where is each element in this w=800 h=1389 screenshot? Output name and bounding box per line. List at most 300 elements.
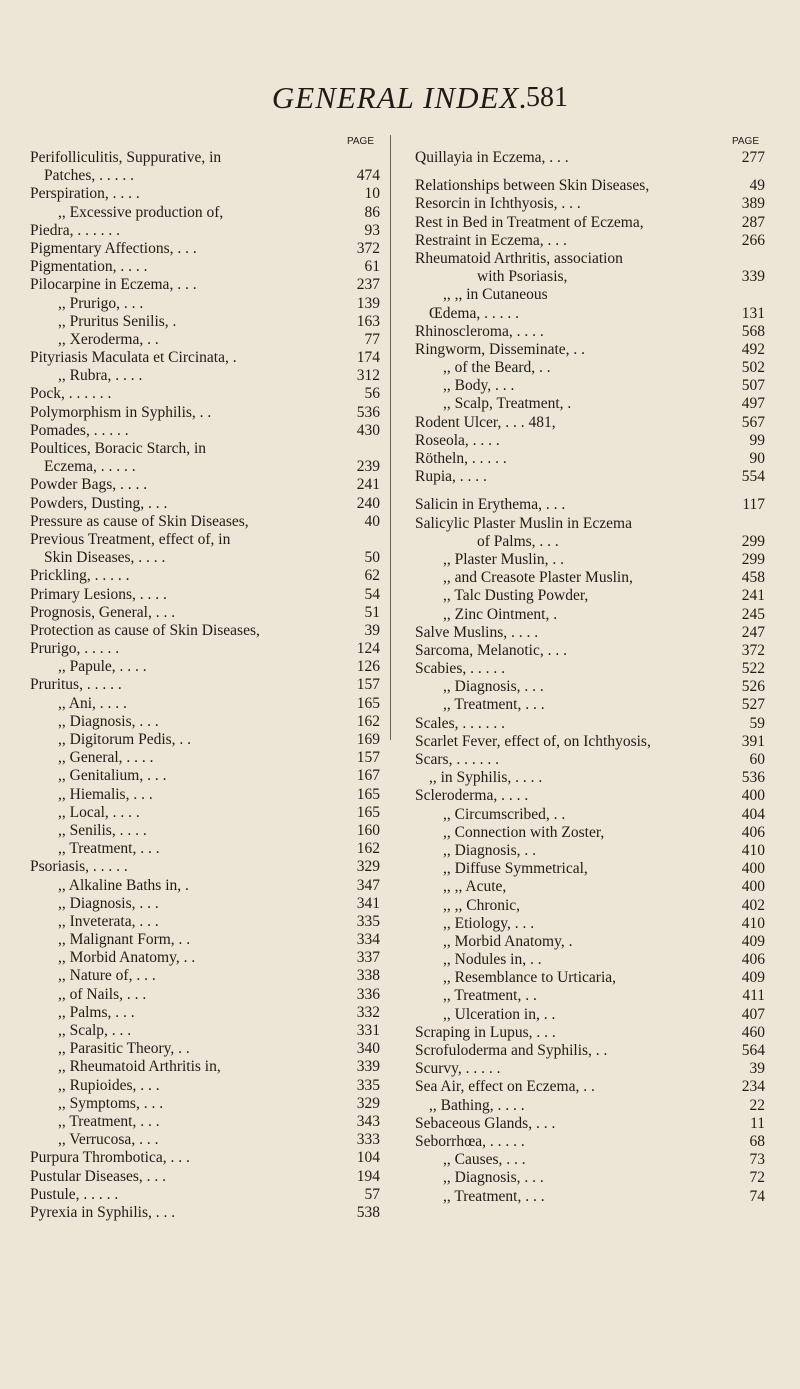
entry-page-number: 10 xyxy=(364,185,380,203)
entry-page-number: 334 xyxy=(356,931,380,949)
index-entry xyxy=(415,1097,765,1115)
index-entry xyxy=(415,149,765,167)
entry-term: ,, Rupioides, . . . xyxy=(58,1076,160,1094)
entry-page-number: 527 xyxy=(741,696,765,714)
entry-page-number: 131 xyxy=(741,304,765,322)
entry-page-number: 277 xyxy=(741,149,765,166)
index-entry xyxy=(415,232,765,250)
index-entry xyxy=(30,567,380,585)
entry-page-number: 86 xyxy=(364,203,380,221)
entry-term: Scabies, . . . . . xyxy=(415,660,505,678)
entry-term: ,, Diagnosis, . . . xyxy=(443,678,544,696)
entry-term: Salicin in Erythema, . . . xyxy=(415,496,566,514)
entry-page-number: 299 xyxy=(741,532,765,550)
entry-term: ,, Treatment, . . . xyxy=(443,1187,545,1205)
entry-page-number: 90 xyxy=(749,450,765,467)
entry-term: Restraint in Eczema, . . . xyxy=(415,231,567,249)
entry-page-number: 538 xyxy=(356,1203,380,1221)
entry-page-number: 165 xyxy=(356,803,380,821)
index-entry xyxy=(415,824,765,842)
entry-page-number: 409 xyxy=(741,969,765,987)
entry-page-number: 507 xyxy=(741,377,765,395)
index-entry xyxy=(30,295,380,313)
entry-term: Seborrhœa, . . . . . xyxy=(415,1132,525,1150)
index-entry xyxy=(30,731,380,749)
entry-page-number: 335 xyxy=(356,912,380,930)
entry-term: Relationships between Skin Diseases, xyxy=(415,177,650,195)
entry-term: Scraping in Lupus, . . . xyxy=(415,1023,556,1041)
entry-page-number: 331 xyxy=(356,1022,380,1039)
entry-page-number: 104 xyxy=(356,1149,380,1167)
index-entry xyxy=(30,676,380,694)
entry-term: ,, Connection with Zoster, xyxy=(443,823,605,841)
entry-page-number: 194 xyxy=(356,1167,380,1185)
index-entry xyxy=(30,986,380,1004)
entry-page-number: 157 xyxy=(356,676,380,694)
index-entry xyxy=(30,604,380,622)
entry-page-number: 335 xyxy=(356,1076,380,1094)
entry-term: Pityriasis Maculata et Circinata, . xyxy=(30,349,237,367)
entry-term: ,, Resemblance to Urticaria, xyxy=(443,969,617,987)
entry-term: Pressure as cause of Skin Diseases, xyxy=(30,512,249,530)
index-entry xyxy=(30,767,380,785)
index-entry xyxy=(30,913,380,931)
entry-page-number: 287 xyxy=(741,213,765,231)
index-entry xyxy=(30,858,380,876)
entry-page-number: 54 xyxy=(364,585,380,603)
entry-term: ,, Xeroderma, . . xyxy=(58,330,159,348)
entry-page-number: 160 xyxy=(356,821,380,839)
entry-term: ,, Treatment, . . xyxy=(443,987,537,1005)
index-entry xyxy=(30,1131,380,1149)
entry-term: ,, ,, in Cutaneous xyxy=(443,286,548,304)
index-entry xyxy=(30,786,380,804)
entry-page-number: 406 xyxy=(741,823,765,841)
index-entry xyxy=(30,804,380,822)
index-entry xyxy=(415,769,765,787)
entry-page-number: 411 xyxy=(742,987,765,1005)
entry-page-number: 536 xyxy=(741,769,765,787)
entry-page-number: 564 xyxy=(741,1042,765,1059)
index-entry xyxy=(30,640,380,658)
entry-page-number: 372 xyxy=(356,239,380,257)
entry-term: Roseola, . . . . xyxy=(415,431,500,449)
entry-term: ,, ,, Acute, xyxy=(443,878,507,896)
entry-page-number: 49 xyxy=(749,177,765,195)
index-entry xyxy=(415,1060,765,1078)
index-entry xyxy=(415,624,765,642)
entry-term: Scarlet Fever, effect of, on Ichthyosis, xyxy=(415,732,651,750)
entry-page-number: 124 xyxy=(356,640,380,658)
entry-term: Salve Muslins, . . . . xyxy=(415,623,539,641)
entry-term: ,, Genitalium, . . . xyxy=(58,767,167,785)
section-gap xyxy=(415,167,765,177)
index-entry xyxy=(30,1168,380,1186)
index-entry xyxy=(30,658,380,676)
entry-term: Eczema, . . . . . xyxy=(44,458,136,476)
entry-page-number: 126 xyxy=(356,658,380,676)
entry-term: Protection as cause of Skin Diseases, xyxy=(30,621,260,639)
entry-term: ,, Ulceration in, . . xyxy=(443,1005,556,1023)
section-gap xyxy=(415,486,765,496)
entry-page-number: 536 xyxy=(356,403,380,421)
index-list-left xyxy=(30,149,380,1222)
entry-term: Pigmentary Affections, . . . xyxy=(30,239,197,257)
entry-page-number: 165 xyxy=(356,785,380,803)
entry-term: Primary Lesions, . . . . xyxy=(30,585,167,603)
entry-term: Scurvy, . . . . . xyxy=(415,1060,501,1078)
entry-page-number: 404 xyxy=(741,805,765,823)
entry-page-number: 343 xyxy=(356,1112,380,1130)
index-entry xyxy=(415,933,765,951)
entry-page-number: 400 xyxy=(741,878,765,896)
entry-term: ,, Scalp, Treatment, . xyxy=(443,395,572,413)
entry-term: Pock, . . . . . . xyxy=(30,385,112,403)
index-entry xyxy=(30,1040,380,1058)
entry-page-number: 347 xyxy=(356,876,380,894)
entry-page-number: 492 xyxy=(741,340,765,358)
entry-page-number: 39 xyxy=(749,1060,765,1078)
index-entry xyxy=(415,715,765,733)
entry-term: ,, Palms, . . . xyxy=(58,1003,135,1021)
index-entry xyxy=(415,860,765,878)
index-entry xyxy=(415,1024,765,1042)
index-list-right xyxy=(415,149,765,1206)
index-entry xyxy=(30,822,380,840)
index-entry xyxy=(415,678,765,696)
entry-term: Scales, . . . . . . xyxy=(415,714,505,732)
entry-page-number: 460 xyxy=(741,1023,765,1041)
entry-term: Resorcin in Ichthyosis, . . . xyxy=(415,195,581,213)
entry-page-number: 241 xyxy=(741,587,765,605)
entry-page-number: 51 xyxy=(364,603,380,621)
entry-page-number: 474 xyxy=(356,167,380,185)
entry-page-number: 73 xyxy=(749,1151,765,1169)
entry-term: ,, Local, . . . . xyxy=(58,803,140,821)
entry-page-number: 163 xyxy=(356,312,380,330)
entry-term: ,, Talc Dusting Powder, xyxy=(443,587,589,605)
index-entry xyxy=(30,967,380,985)
index-entry xyxy=(30,531,380,549)
entry-page-number: 337 xyxy=(356,949,380,967)
entry-page-number: 139 xyxy=(356,294,380,312)
index-entry xyxy=(415,323,765,341)
entry-page-number: 165 xyxy=(356,694,380,712)
index-entry xyxy=(30,513,380,531)
entry-page-number: 62 xyxy=(364,567,380,585)
entry-term: Scleroderma, . . . . xyxy=(415,787,529,805)
entry-page-number: 400 xyxy=(741,860,765,878)
index-entry xyxy=(415,195,765,213)
entry-term: ,, Scalp, . . . xyxy=(58,1022,132,1039)
entry-term: Powder Bags, . . . . xyxy=(30,476,148,494)
index-entry xyxy=(415,878,765,896)
entry-page-number: 430 xyxy=(356,421,380,439)
entry-page-number: 312 xyxy=(356,367,380,385)
entry-term: Previous Treatment, effect of, in xyxy=(30,530,231,548)
entry-term: Rötheln, . . . . . xyxy=(415,450,507,467)
index-entry xyxy=(30,240,380,258)
entry-page-number: 157 xyxy=(356,749,380,767)
entry-term: ,, Bathing, . . . . xyxy=(429,1096,525,1114)
entry-page-number: 117 xyxy=(742,496,765,514)
entry-term: Pigmentation, . . . . xyxy=(30,258,148,276)
entry-term: Powders, Dusting, . . . xyxy=(30,494,168,512)
index-entry xyxy=(415,951,765,969)
entry-term: ,, Malignant Form, . . xyxy=(58,931,191,949)
index-entry xyxy=(415,606,765,624)
index-entry xyxy=(30,622,380,640)
index-entry xyxy=(415,660,765,678)
entry-term: ,, Hiemalis, . . . xyxy=(58,785,153,803)
entry-term: ,, Diagnosis, . . . xyxy=(58,712,159,730)
index-entry xyxy=(30,149,380,167)
entry-page-number: 554 xyxy=(741,468,765,486)
index-entry xyxy=(30,1004,380,1022)
entry-page-number: 522 xyxy=(741,660,765,678)
entry-term: Psoriasis, . . . . . xyxy=(30,858,128,876)
entry-page-number: 410 xyxy=(741,841,765,859)
entry-term: Pyrexia in Syphilis, . . . xyxy=(30,1203,176,1221)
entry-term: Rheumatoid Arthritis, association xyxy=(415,249,623,267)
entry-page-number: 402 xyxy=(741,896,765,914)
entry-term: Polymorphism in Syphilis, . . xyxy=(30,403,212,421)
index-entry xyxy=(415,969,765,987)
entry-page-number: 339 xyxy=(356,1058,380,1076)
index-entry xyxy=(30,222,380,240)
index-entry xyxy=(415,496,765,514)
entry-term: ,, Alkaline Baths in, . xyxy=(58,876,189,894)
entry-term: ,, Nature of, . . . xyxy=(58,967,156,985)
entry-term: Pustule, . . . . . xyxy=(30,1185,119,1203)
index-entry xyxy=(415,1006,765,1024)
entry-term: ,, Inveterata, . . . xyxy=(58,912,159,930)
index-entry xyxy=(415,432,765,450)
entry-term: ,, Rheumatoid Arthritis in, xyxy=(58,1058,221,1076)
entry-page-number: 162 xyxy=(356,712,380,730)
entry-page-number: 341 xyxy=(356,894,380,912)
entry-term: ,, General, . . . . xyxy=(58,749,154,767)
index-entry xyxy=(415,1169,765,1187)
entry-term: Perifolliculitis, Suppurative, in xyxy=(30,149,222,166)
index-entry xyxy=(30,1186,380,1204)
entry-page-number: 61 xyxy=(364,258,380,276)
entry-term: ,, Pruritus Senilis, . xyxy=(58,312,177,330)
index-entry xyxy=(30,1077,380,1095)
index-entry xyxy=(415,268,765,286)
entry-term: Rhinoscleroma, . . . . xyxy=(415,322,544,340)
entry-term: Salicylic Plaster Muslin in Eczema xyxy=(415,514,632,532)
entry-page-number: 266 xyxy=(741,231,765,249)
entry-term: ,, Treatment, . . . xyxy=(443,696,545,714)
entry-page-number: 39 xyxy=(364,621,380,639)
index-entry xyxy=(415,987,765,1005)
entry-page-number: 247 xyxy=(741,623,765,641)
entry-term: ,, Senilis, . . . . xyxy=(58,821,147,839)
index-entry xyxy=(30,749,380,767)
index-entry xyxy=(415,1188,765,1206)
entry-term: ,, Treatment, . . . xyxy=(58,1112,160,1130)
entry-page-number: 389 xyxy=(741,195,765,213)
entry-page-number: 526 xyxy=(741,678,765,696)
entry-term: ,, Diagnosis, . . xyxy=(443,841,536,859)
entry-page-number: 409 xyxy=(741,932,765,950)
entry-page-number: 162 xyxy=(356,840,380,858)
entry-term: Pomades, . . . . . xyxy=(30,421,129,439)
index-entry xyxy=(30,1204,380,1222)
index-entry xyxy=(30,476,380,494)
entry-term: Prickling, . . . . . xyxy=(30,567,130,585)
entry-page-number: 239 xyxy=(356,458,380,476)
index-entry xyxy=(415,897,765,915)
index-entry xyxy=(415,806,765,824)
index-entry xyxy=(415,733,765,751)
index-entry xyxy=(415,515,765,533)
entry-term: Skin Diseases, . . . . xyxy=(44,549,166,567)
column-divider xyxy=(390,135,391,740)
index-entry xyxy=(30,1058,380,1076)
index-entry xyxy=(415,751,765,769)
entry-term: ,, Treatment, . . . xyxy=(58,840,160,858)
entry-term: ,, Ani, . . . . xyxy=(58,694,127,712)
index-entry xyxy=(30,331,380,349)
index-entry xyxy=(415,395,765,413)
entry-term: ,, ,, Chronic, xyxy=(443,896,521,914)
entry-page-number: 410 xyxy=(741,914,765,932)
entry-page-number: 338 xyxy=(356,967,380,985)
index-entry xyxy=(30,458,380,476)
entry-page-number: 50 xyxy=(364,549,380,567)
index-entry xyxy=(415,1042,765,1060)
entry-page-number: 57 xyxy=(364,1185,380,1203)
entry-page-number: 339 xyxy=(741,268,765,286)
index-entry xyxy=(30,276,380,294)
entry-term: Patches, . . . . . xyxy=(44,167,134,185)
entry-term: Rodent Ulcer, . . . 481, xyxy=(415,413,556,431)
index-entry xyxy=(30,586,380,604)
entry-term: ,, Digitorum Pedis, . . xyxy=(58,731,192,748)
index-entry xyxy=(30,949,380,967)
index-entry xyxy=(415,1115,765,1133)
index-entry xyxy=(30,713,380,731)
index-entry xyxy=(415,696,765,714)
entry-page-number: 400 xyxy=(741,787,765,805)
entry-page-number: 56 xyxy=(364,385,380,403)
page-label: PAGE xyxy=(346,136,374,147)
entry-term: ,, Morbid Anatomy, . . xyxy=(58,949,196,967)
index-entry xyxy=(30,185,380,203)
entry-page-number: 72 xyxy=(749,1169,765,1187)
index-entry xyxy=(415,414,765,432)
entry-page-number: 74 xyxy=(749,1187,765,1205)
index-entry xyxy=(415,642,765,660)
entry-term: Rupia, . . . . xyxy=(415,468,487,486)
index-entry xyxy=(415,1151,765,1169)
index-entry xyxy=(30,1095,380,1113)
index-entry xyxy=(415,587,765,605)
index-entry xyxy=(30,440,380,458)
index-entry xyxy=(30,1022,380,1040)
entry-page-number: 391 xyxy=(741,732,765,750)
entry-page-number: 336 xyxy=(356,985,380,1003)
index-entry xyxy=(415,569,765,587)
index-column-left xyxy=(30,135,380,1222)
index-column-right xyxy=(415,135,765,1206)
entry-term: Sarcoma, Melanotic, . . . xyxy=(415,641,567,659)
entry-page-number: 497 xyxy=(741,395,765,413)
entry-page-number: 407 xyxy=(741,1005,765,1023)
entry-term: ,, Plaster Muslin, . . xyxy=(443,550,564,568)
index-entry xyxy=(30,313,380,331)
entry-term: Poultices, Boracic Starch, in xyxy=(30,440,207,457)
entry-term: ,, and Creasote Plaster Muslin, xyxy=(443,569,633,587)
index-entry xyxy=(415,250,765,268)
index-entry xyxy=(30,422,380,440)
entry-page-number: 234 xyxy=(741,1078,765,1096)
index-entry xyxy=(30,549,380,567)
entry-page-number: 241 xyxy=(356,476,380,494)
entry-term: Quillayia in Eczema, . . . xyxy=(415,149,569,166)
entry-term: Œdema, . . . . . xyxy=(429,304,519,322)
index-entry xyxy=(415,787,765,805)
index-entry xyxy=(415,214,765,232)
entry-page-number: 329 xyxy=(356,1094,380,1112)
index-entry xyxy=(415,359,765,377)
entry-page-number: 237 xyxy=(356,276,380,294)
entry-term: ,, Verrucosa, . . . xyxy=(58,1131,159,1149)
index-entry xyxy=(30,695,380,713)
entry-term: ,, Body, . . . xyxy=(443,377,515,395)
index-entry xyxy=(30,204,380,222)
entry-term: Pustular Diseases, . . . xyxy=(30,1167,167,1185)
index-entry xyxy=(415,1078,765,1096)
entry-term: ,, Diffuse Symmetrical, xyxy=(443,860,588,878)
entry-page-number: 332 xyxy=(356,1003,380,1021)
page-number: 581 xyxy=(526,82,568,113)
index-entry xyxy=(415,341,765,359)
index-entry xyxy=(415,305,765,323)
running-title: GENERAL INDEX. xyxy=(271,80,529,115)
entry-page-number: 372 xyxy=(741,641,765,659)
index-entry xyxy=(30,404,380,422)
entry-page-number: 568 xyxy=(741,322,765,340)
entry-term: Ringworm, Disseminate, . . xyxy=(415,340,586,358)
entry-page-number: 406 xyxy=(741,951,765,969)
entry-page-number: 333 xyxy=(356,1131,380,1149)
entry-page-number: 340 xyxy=(356,1040,380,1058)
entry-page-number: 240 xyxy=(356,494,380,512)
entry-page-number: 174 xyxy=(356,349,380,367)
entry-term: ,, Zinc Ointment, . xyxy=(443,605,558,623)
index-entry xyxy=(415,533,765,551)
entry-term: Pilocarpine in Eczema, . . . xyxy=(30,276,197,294)
index-entry xyxy=(415,915,765,933)
index-entry xyxy=(415,468,765,486)
entry-term: Perspiration, . . . . xyxy=(30,185,140,203)
entry-term: ,, Prurigo, . . . xyxy=(58,294,144,312)
entry-term: ,, Diagnosis, . . . xyxy=(443,1169,544,1187)
index-entry xyxy=(30,258,380,276)
index-entry xyxy=(30,1149,380,1167)
entry-page-number: 458 xyxy=(741,569,765,587)
entry-term: ,, in Syphilis, . . . . xyxy=(429,769,543,787)
entry-page-number: 167 xyxy=(356,767,380,785)
entry-page-number: 77 xyxy=(364,330,380,348)
entry-term: Prurigo, . . . . . xyxy=(30,640,120,658)
index-entry xyxy=(30,895,380,913)
entry-term: ,, Papule, . . . . xyxy=(58,658,147,676)
entry-page-number: 68 xyxy=(749,1132,765,1150)
